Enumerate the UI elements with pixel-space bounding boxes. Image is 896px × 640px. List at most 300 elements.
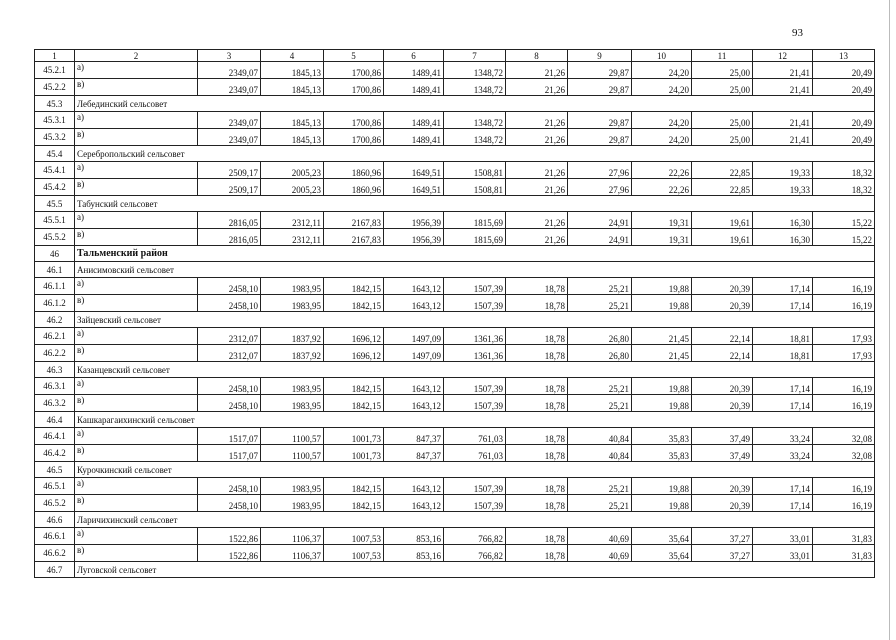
value-cell: 33,01	[753, 528, 813, 545]
row-code: 46.4.1	[35, 428, 75, 445]
value-cell: 18,81	[753, 345, 813, 362]
value-cell: 29,87	[568, 79, 632, 96]
value-cell: 37,27	[692, 528, 753, 545]
row-code: 45.4.1	[35, 162, 75, 179]
value-cell: 19,33	[753, 162, 813, 179]
value-cell: 1842,15	[324, 395, 384, 412]
value-cell: 40,69	[568, 528, 632, 545]
value-cell: 19,88	[632, 478, 692, 495]
value-cell: 1696,12	[324, 328, 384, 345]
value-cell: 18,78	[506, 545, 568, 562]
section-row	[35, 196, 875, 212]
value-cell: 2312,11	[261, 229, 324, 246]
value-cell: 1497,09	[384, 328, 444, 345]
row-variant-label: а)	[75, 428, 198, 445]
value-cell: 24,91	[568, 229, 632, 246]
value-cell: 25,00	[692, 129, 753, 146]
table-row	[35, 278, 875, 295]
value-cell: 2167,83	[324, 212, 384, 229]
value-cell: 22,26	[632, 179, 692, 196]
row-code: 46.1.2	[35, 295, 75, 312]
value-cell: 17,14	[753, 478, 813, 495]
value-cell: 2458,10	[198, 395, 261, 412]
value-cell: 1348,72	[444, 79, 506, 96]
value-cell: 1522,86	[198, 545, 261, 562]
value-cell: 1956,39	[384, 229, 444, 246]
column-number-cell: 13	[813, 50, 875, 62]
value-cell: 2816,05	[198, 212, 261, 229]
row-variant-label: а)	[75, 328, 198, 345]
value-cell: 847,37	[384, 428, 444, 445]
section-name: Курочкинский сельсовет	[75, 462, 875, 478]
value-cell: 1348,72	[444, 129, 506, 146]
value-cell: 761,03	[444, 428, 506, 445]
table-row	[35, 478, 875, 495]
value-cell: 35,64	[632, 545, 692, 562]
value-cell: 1517,07	[198, 428, 261, 445]
row-code: 46.7	[35, 562, 75, 578]
value-cell: 1361,36	[444, 345, 506, 362]
value-cell: 1007,53	[324, 528, 384, 545]
column-number-cell: 6	[384, 50, 444, 62]
value-cell: 1700,86	[324, 112, 384, 129]
section-row	[35, 512, 875, 528]
row-variant-label: в)	[75, 395, 198, 412]
value-cell: 27,96	[568, 162, 632, 179]
row-variant-label: в)	[75, 545, 198, 562]
row-code: 46.2	[35, 312, 75, 328]
row-variant-label: в)	[75, 129, 198, 146]
value-cell: 32,08	[813, 428, 875, 445]
value-cell: 25,21	[568, 278, 632, 295]
value-cell: 2458,10	[198, 378, 261, 395]
row-code: 45.5.1	[35, 212, 75, 229]
row-variant-label: а)	[75, 212, 198, 229]
value-cell: 2167,83	[324, 229, 384, 246]
row-code: 45.3	[35, 96, 75, 112]
row-variant-label: а)	[75, 478, 198, 495]
value-cell: 21,26	[506, 129, 568, 146]
column-number-cell: 11	[692, 50, 753, 62]
value-cell: 1507,39	[444, 278, 506, 295]
district-title-row	[35, 246, 875, 262]
column-number-cell: 5	[324, 50, 384, 62]
row-variant-label: в)	[75, 295, 198, 312]
table-row	[35, 428, 875, 445]
value-cell: 1649,51	[384, 162, 444, 179]
value-cell: 853,16	[384, 545, 444, 562]
row-code: 45.2.1	[35, 62, 75, 79]
value-cell: 847,37	[384, 445, 444, 462]
value-cell: 1860,96	[324, 162, 384, 179]
table-row	[35, 395, 875, 412]
value-cell: 18,78	[506, 495, 568, 512]
table-row	[35, 528, 875, 545]
value-cell: 20,49	[813, 79, 875, 96]
value-cell: 2005,23	[261, 162, 324, 179]
column-number-cell: 7	[444, 50, 506, 62]
value-cell: 21,26	[506, 229, 568, 246]
section-row	[35, 412, 875, 428]
district-name: Тальменский район	[75, 246, 875, 262]
column-number-row	[35, 50, 875, 62]
value-cell: 1842,15	[324, 378, 384, 395]
value-cell: 1508,81	[444, 179, 506, 196]
value-cell: 1842,15	[324, 278, 384, 295]
table-row	[35, 295, 875, 312]
value-cell: 2312,07	[198, 328, 261, 345]
value-cell: 25,21	[568, 378, 632, 395]
section-row	[35, 146, 875, 162]
tariff-table	[34, 49, 875, 578]
section-name: Лебединский сельсовет	[75, 96, 875, 112]
value-cell: 35,83	[632, 428, 692, 445]
value-cell: 1837,92	[261, 345, 324, 362]
table-row	[35, 378, 875, 395]
value-cell: 2458,10	[198, 495, 261, 512]
value-cell: 1815,69	[444, 229, 506, 246]
value-cell: 16,19	[813, 395, 875, 412]
value-cell: 22,26	[632, 162, 692, 179]
page-edge-line	[889, 0, 890, 640]
value-cell: 15,22	[813, 229, 875, 246]
value-cell: 21,26	[506, 112, 568, 129]
table-row	[35, 129, 875, 146]
value-cell: 17,93	[813, 328, 875, 345]
row-variant-label: а)	[75, 528, 198, 545]
value-cell: 26,80	[568, 328, 632, 345]
value-cell: 1983,95	[261, 295, 324, 312]
section-name: Серебропольский сельсовет	[75, 146, 875, 162]
value-cell: 1489,41	[384, 62, 444, 79]
value-cell: 1643,12	[384, 395, 444, 412]
value-cell: 16,19	[813, 278, 875, 295]
value-cell: 25,21	[568, 495, 632, 512]
column-number-cell: 3	[198, 50, 261, 62]
value-cell: 2349,07	[198, 112, 261, 129]
value-cell: 1842,15	[324, 495, 384, 512]
value-cell: 24,20	[632, 112, 692, 129]
section-row	[35, 96, 875, 112]
value-cell: 35,64	[632, 528, 692, 545]
row-code: 46.3	[35, 362, 75, 378]
row-variant-label: а)	[75, 162, 198, 179]
value-cell: 1700,86	[324, 79, 384, 96]
value-cell: 21,41	[753, 112, 813, 129]
value-cell: 25,00	[692, 112, 753, 129]
row-code: 45.5.2	[35, 229, 75, 246]
table-row	[35, 345, 875, 362]
value-cell: 1643,12	[384, 278, 444, 295]
row-variant-label: а)	[75, 112, 198, 129]
value-cell: 18,78	[506, 478, 568, 495]
value-cell: 766,82	[444, 545, 506, 562]
value-cell: 1649,51	[384, 179, 444, 196]
row-code: 45.3.1	[35, 112, 75, 129]
table-row	[35, 212, 875, 229]
value-cell: 24,20	[632, 129, 692, 146]
value-cell: 17,14	[753, 278, 813, 295]
row-code: 46.1.1	[35, 278, 75, 295]
value-cell: 24,20	[632, 79, 692, 96]
value-cell: 20,39	[692, 378, 753, 395]
value-cell: 20,39	[692, 495, 753, 512]
section-row	[35, 362, 875, 378]
row-variant-label: в)	[75, 179, 198, 196]
value-cell: 20,39	[692, 478, 753, 495]
section-name: Ларичихинский сельсовет	[75, 512, 875, 528]
value-cell: 2458,10	[198, 278, 261, 295]
value-cell: 18,32	[813, 162, 875, 179]
value-cell: 21,26	[506, 212, 568, 229]
value-cell: 20,49	[813, 112, 875, 129]
value-cell: 18,81	[753, 328, 813, 345]
value-cell: 25,21	[568, 295, 632, 312]
value-cell: 1348,72	[444, 112, 506, 129]
value-cell: 1983,95	[261, 378, 324, 395]
table-row	[35, 162, 875, 179]
value-cell: 19,61	[692, 212, 753, 229]
value-cell: 24,20	[632, 62, 692, 79]
value-cell: 25,21	[568, 395, 632, 412]
section-name: Табунский сельсовет	[75, 196, 875, 212]
value-cell: 1489,41	[384, 112, 444, 129]
value-cell: 18,78	[506, 528, 568, 545]
value-cell: 32,08	[813, 445, 875, 462]
value-cell: 1983,95	[261, 395, 324, 412]
value-cell: 16,19	[813, 378, 875, 395]
value-cell: 2816,05	[198, 229, 261, 246]
value-cell: 1007,53	[324, 545, 384, 562]
value-cell: 25,00	[692, 62, 753, 79]
value-cell: 33,24	[753, 445, 813, 462]
section-name: Кашкарагаихинский сельсовет	[75, 412, 875, 428]
value-cell: 20,49	[813, 62, 875, 79]
value-cell: 1842,15	[324, 295, 384, 312]
value-cell: 766,82	[444, 528, 506, 545]
value-cell: 19,88	[632, 295, 692, 312]
value-cell: 19,61	[692, 229, 753, 246]
value-cell: 21,45	[632, 328, 692, 345]
value-cell: 21,41	[753, 129, 813, 146]
column-number-cell: 8	[506, 50, 568, 62]
value-cell: 17,14	[753, 295, 813, 312]
value-cell: 1842,15	[324, 478, 384, 495]
table-row	[35, 79, 875, 96]
section-name: Казанцевский сельсовет	[75, 362, 875, 378]
value-cell: 1700,86	[324, 62, 384, 79]
section-name: Зайцевский сельсовет	[75, 312, 875, 328]
tariff-table-container	[34, 49, 874, 578]
row-code: 46.2.1	[35, 328, 75, 345]
table-row	[35, 179, 875, 196]
value-cell: 37,49	[692, 428, 753, 445]
section-row	[35, 312, 875, 328]
value-cell: 2458,10	[198, 295, 261, 312]
row-variant-label: а)	[75, 378, 198, 395]
value-cell: 17,14	[753, 378, 813, 395]
row-code: 46.3.2	[35, 395, 75, 412]
table-row	[35, 112, 875, 129]
value-cell: 1700,86	[324, 129, 384, 146]
row-code: 46.5	[35, 462, 75, 478]
table-row	[35, 62, 875, 79]
value-cell: 19,88	[632, 378, 692, 395]
value-cell: 2312,11	[261, 212, 324, 229]
value-cell: 1837,92	[261, 328, 324, 345]
value-cell: 24,91	[568, 212, 632, 229]
value-cell: 16,30	[753, 229, 813, 246]
table-row	[35, 229, 875, 246]
value-cell: 2312,07	[198, 345, 261, 362]
value-cell: 16,30	[753, 212, 813, 229]
row-code: 46.5.1	[35, 478, 75, 495]
section-name: Анисимовский сельсовет	[75, 262, 875, 278]
row-code: 45.5	[35, 196, 75, 212]
row-variant-label: в)	[75, 495, 198, 512]
value-cell: 18,78	[506, 395, 568, 412]
value-cell: 18,78	[506, 278, 568, 295]
value-cell: 1845,13	[261, 112, 324, 129]
value-cell: 18,78	[506, 295, 568, 312]
value-cell: 1507,39	[444, 478, 506, 495]
value-cell: 1100,57	[261, 445, 324, 462]
value-cell: 20,39	[692, 295, 753, 312]
value-cell: 27,96	[568, 179, 632, 196]
value-cell: 1815,69	[444, 212, 506, 229]
value-cell: 40,84	[568, 445, 632, 462]
value-cell: 1001,73	[324, 445, 384, 462]
value-cell: 20,39	[692, 395, 753, 412]
value-cell: 40,69	[568, 545, 632, 562]
value-cell: 1643,12	[384, 378, 444, 395]
value-cell: 19,31	[632, 229, 692, 246]
value-cell: 22,85	[692, 179, 753, 196]
value-cell: 20,49	[813, 129, 875, 146]
value-cell: 31,83	[813, 528, 875, 545]
section-row	[35, 562, 875, 578]
row-code: 46.1	[35, 262, 75, 278]
value-cell: 21,26	[506, 62, 568, 79]
value-cell: 853,16	[384, 528, 444, 545]
row-code: 46.3.1	[35, 378, 75, 395]
column-number-cell: 1	[35, 50, 75, 62]
value-cell: 31,83	[813, 545, 875, 562]
column-number-cell: 12	[753, 50, 813, 62]
value-cell: 1497,09	[384, 345, 444, 362]
column-number-cell: 4	[261, 50, 324, 62]
row-variant-label: а)	[75, 278, 198, 295]
row-code: 46	[35, 246, 75, 262]
table-row	[35, 328, 875, 345]
section-row	[35, 462, 875, 478]
value-cell: 1860,96	[324, 179, 384, 196]
value-cell: 19,33	[753, 179, 813, 196]
row-variant-label: в)	[75, 445, 198, 462]
value-cell: 25,00	[692, 79, 753, 96]
value-cell: 21,26	[506, 162, 568, 179]
value-cell: 1001,73	[324, 428, 384, 445]
value-cell: 1507,39	[444, 295, 506, 312]
value-cell: 1845,13	[261, 79, 324, 96]
value-cell: 1983,95	[261, 495, 324, 512]
value-cell: 1348,72	[444, 62, 506, 79]
value-cell: 18,78	[506, 328, 568, 345]
value-cell: 18,78	[506, 378, 568, 395]
value-cell: 2349,07	[198, 79, 261, 96]
value-cell: 21,41	[753, 79, 813, 96]
page-number: 93	[792, 27, 803, 39]
value-cell: 29,87	[568, 129, 632, 146]
value-cell: 19,88	[632, 278, 692, 295]
value-cell: 1106,37	[261, 528, 324, 545]
value-cell: 19,88	[632, 495, 692, 512]
value-cell: 1643,12	[384, 478, 444, 495]
row-code: 46.6.1	[35, 528, 75, 545]
value-cell: 1106,37	[261, 545, 324, 562]
value-cell: 1983,95	[261, 278, 324, 295]
value-cell: 1643,12	[384, 495, 444, 512]
value-cell: 17,14	[753, 395, 813, 412]
value-cell: 20,39	[692, 278, 753, 295]
row-variant-label: в)	[75, 79, 198, 96]
value-cell: 26,80	[568, 345, 632, 362]
value-cell: 2509,17	[198, 179, 261, 196]
value-cell: 18,78	[506, 345, 568, 362]
value-cell: 16,19	[813, 495, 875, 512]
row-code: 45.3.2	[35, 129, 75, 146]
value-cell: 18,32	[813, 179, 875, 196]
section-name: Луговской сельсовет	[75, 562, 875, 578]
value-cell: 1507,39	[444, 378, 506, 395]
value-cell: 2349,07	[198, 62, 261, 79]
value-cell: 1643,12	[384, 295, 444, 312]
row-code: 46.4.2	[35, 445, 75, 462]
row-code: 45.4.2	[35, 179, 75, 196]
row-code: 45.2.2	[35, 79, 75, 96]
row-code: 46.5.2	[35, 495, 75, 512]
value-cell: 35,83	[632, 445, 692, 462]
value-cell: 25,21	[568, 478, 632, 495]
value-cell: 1361,36	[444, 328, 506, 345]
row-code: 46.2.2	[35, 345, 75, 362]
value-cell: 1489,41	[384, 79, 444, 96]
column-number-cell: 2	[75, 50, 198, 62]
row-code: 46.6	[35, 512, 75, 528]
value-cell: 18,78	[506, 445, 568, 462]
table-row	[35, 495, 875, 512]
value-cell: 21,26	[506, 179, 568, 196]
row-code: 46.6.2	[35, 545, 75, 562]
row-variant-label: в)	[75, 345, 198, 362]
value-cell: 1522,86	[198, 528, 261, 545]
value-cell: 1507,39	[444, 495, 506, 512]
value-cell: 1956,39	[384, 212, 444, 229]
value-cell: 2509,17	[198, 162, 261, 179]
value-cell: 17,14	[753, 495, 813, 512]
value-cell: 29,87	[568, 112, 632, 129]
value-cell: 1100,57	[261, 428, 324, 445]
value-cell: 21,26	[506, 79, 568, 96]
value-cell: 37,27	[692, 545, 753, 562]
value-cell: 1845,13	[261, 62, 324, 79]
value-cell: 22,85	[692, 162, 753, 179]
value-cell: 1696,12	[324, 345, 384, 362]
value-cell: 1845,13	[261, 129, 324, 146]
value-cell: 2458,10	[198, 478, 261, 495]
value-cell: 33,24	[753, 428, 813, 445]
row-variant-label: в)	[75, 229, 198, 246]
